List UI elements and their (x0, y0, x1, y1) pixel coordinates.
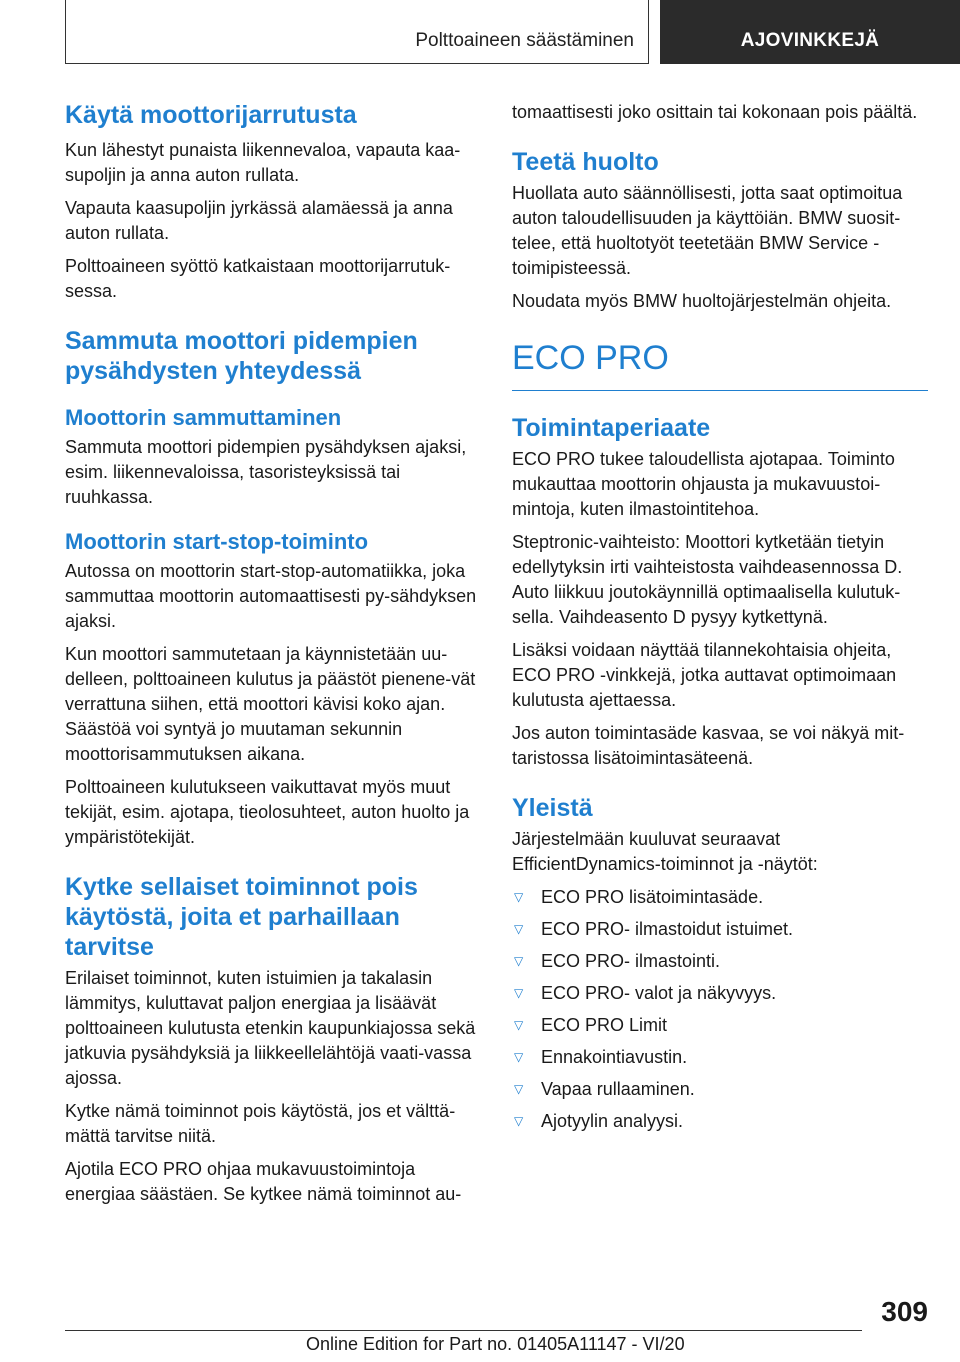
heading-service: Teetä huolto (512, 148, 659, 176)
header-chapter-box (660, 0, 960, 64)
paragraph: Vapauta kaasupoljin jyrkässä alamäessä ja anna auton rullata. (65, 198, 453, 243)
triangle-bullet-icon: ▽ (514, 890, 524, 904)
heading-rule (512, 390, 928, 391)
subheading-start-stop: Moottorin start-stop-toiminto (65, 529, 369, 554)
triangle-bullet-icon: ▽ (514, 922, 524, 936)
paragraph: Polttoaineen kulutukseen vaikuttavat myös muut tekijät, esim. ajotapa, tieolosuhteet, auton huolto ja ympäristötekijät. (65, 777, 470, 847)
paragraph: Lisäksi voidaan näyttää tilannekohtaisia ohjeita, ECO PRO -vinkkejä, jotka auttavat optimoimaan kulutusta ajettaessa. (512, 640, 897, 710)
list-item: ▽ ECO PRO Limit (512, 1013, 928, 1038)
list-item: ▽ Ajotyylin analyysi. (512, 1109, 928, 1134)
paragraph: tomaattisesti joko osittain tai kokonaan pois päältä. (512, 102, 918, 122)
paragraph: Erilaiset toiminnot, kuten istuimien ja takalasin lämmitys, kuluttavat paljon energiaa ja lisäävät polttoaineen kulutusta etenkin kaupunkiajossa sekä jatkuvia pysähdyksiä ja liikkeellelähtöjä vaati-vassa ajossa. (65, 968, 476, 1088)
left-column (65, 100, 477, 1215)
header-section-title: Polttoaineen säästäminen (415, 30, 634, 51)
header-chapter-title: AJOVINKKEJÄ (740, 30, 880, 51)
triangle-bullet-icon: ▽ (514, 986, 524, 1000)
paragraph: ECO PRO tukee taloudellista ajotapaa. Toiminto mukauttaa moottorin ohjausta ja mukavuustoi-mintoja, kuten ilmastointitehoa. (512, 449, 895, 519)
list-item: ▽ ECO PRO- ilmastoidut istuimet. (512, 917, 928, 942)
heading-operating-principle: Toimintaperiaate (512, 414, 711, 442)
footer-edition: Online Edition for Part no. 01405A11147 - VI/20 (306, 1334, 685, 1354)
right-column (512, 100, 928, 1141)
paragraph: Polttoaineen syöttö katkaistaan moottorijarrutuk-sessa. (65, 256, 451, 301)
list-item: ▽ ECO PRO- ilmastointi. (512, 949, 928, 974)
list-item: ▽ ECO PRO lisätoimintasäde. (512, 885, 928, 910)
paragraph: Järjestelmään kuuluvat seuraavat EfficientDynamics-toiminnot ja -näytöt: (512, 829, 818, 874)
paragraph: Jos auton toimintasäde kasvaa, se voi näkyä mit-taristossa lisätoimintasäteenä. (512, 723, 905, 768)
triangle-bullet-icon: ▽ (514, 1050, 524, 1064)
footer-rule (65, 1330, 862, 1331)
list-item: ▽ Vapaa rullaaminen. (512, 1077, 928, 1102)
triangle-bullet-icon: ▽ (514, 1018, 524, 1032)
heading-engine-braking: Käytä moottorijarrutusta (65, 101, 357, 129)
paragraph: Noudata myös BMW huoltojärjestelmän ohjeita. (512, 291, 892, 311)
triangle-bullet-icon: ▽ (514, 1082, 524, 1096)
paragraph: Ajotila ECO PRO ohjaa mukavuustoimintoja energiaa säästäen. Se kytkee nämä toiminnot au- (65, 1159, 462, 1204)
heading-shutdown-engine: Sammuta moottori pidempien pysähdysten yhteydessä (65, 327, 418, 385)
paragraph: Kun moottori sammutetaan ja käynnistetään uu-delleen, polttoaineen kulutus ja päästöt pienene-vät verrattuna siihen, että moottori kävisi koko ajan. Säästöä voi syntyä jo muutaman sekunnin moottorisammutuksen aikana. (65, 644, 476, 764)
heading-switch-off-functions: Kytke sellaiset toiminnot pois käytöstä, joita et parhaillaan tarvitse (65, 873, 418, 961)
heading-eco-pro: ECO PRO (512, 339, 669, 377)
paragraph: Kytke nämä toiminnot pois käytöstä, jos et välttä-mättä tarvitse niitä. (65, 1101, 456, 1146)
heading-general: Yleistä (512, 794, 593, 822)
page-number: 309 (881, 1296, 928, 1327)
paragraph: Autossa on moottorin start-stop-automatiikka, joka sammuttaa moottorin automaattisesti py-sähdyksen ajaksi. (65, 561, 477, 631)
list-item: ▽ Ennakointiavustin. (512, 1045, 928, 1070)
paragraph: Sammuta moottori pidempien pysähdyksen ajaksi, esim. liikennevaloissa, tasoristeyksissä tai ruuhkassa. (65, 437, 467, 507)
subheading-engine-shutdown: Moottorin sammuttaminen (65, 405, 342, 430)
triangle-bullet-icon: ▽ (514, 954, 524, 968)
paragraph: Huollata auto säännöllisesti, jotta saat optimoitua auton taloudellisuuden ja käyttöiän. BMW suosit-telee, että huoltotyöt teetetään BMW Service -toimipisteessä. (512, 183, 903, 278)
list-item: ▽ ECO PRO- valot ja näkyvyys. (512, 981, 928, 1006)
paragraph: Steptronic-vaihteisto: Moottori kytketään tietyin edellytyksin irti vaihteistosta vaihdeasennossa D. Auto liikkuu joutokäynnillä optimaalisella kulutuk-sella. Vaihdeasento D pysyy kytkettynä. (512, 532, 903, 627)
feature-list (512, 885, 928, 1134)
triangle-bullet-icon: ▽ (514, 1114, 524, 1128)
header-section-box (65, 0, 649, 64)
paragraph: Kun lähestyt punaista liikennevaloa, vapauta kaa-supoljin ja anna auton rullata. (65, 140, 461, 185)
